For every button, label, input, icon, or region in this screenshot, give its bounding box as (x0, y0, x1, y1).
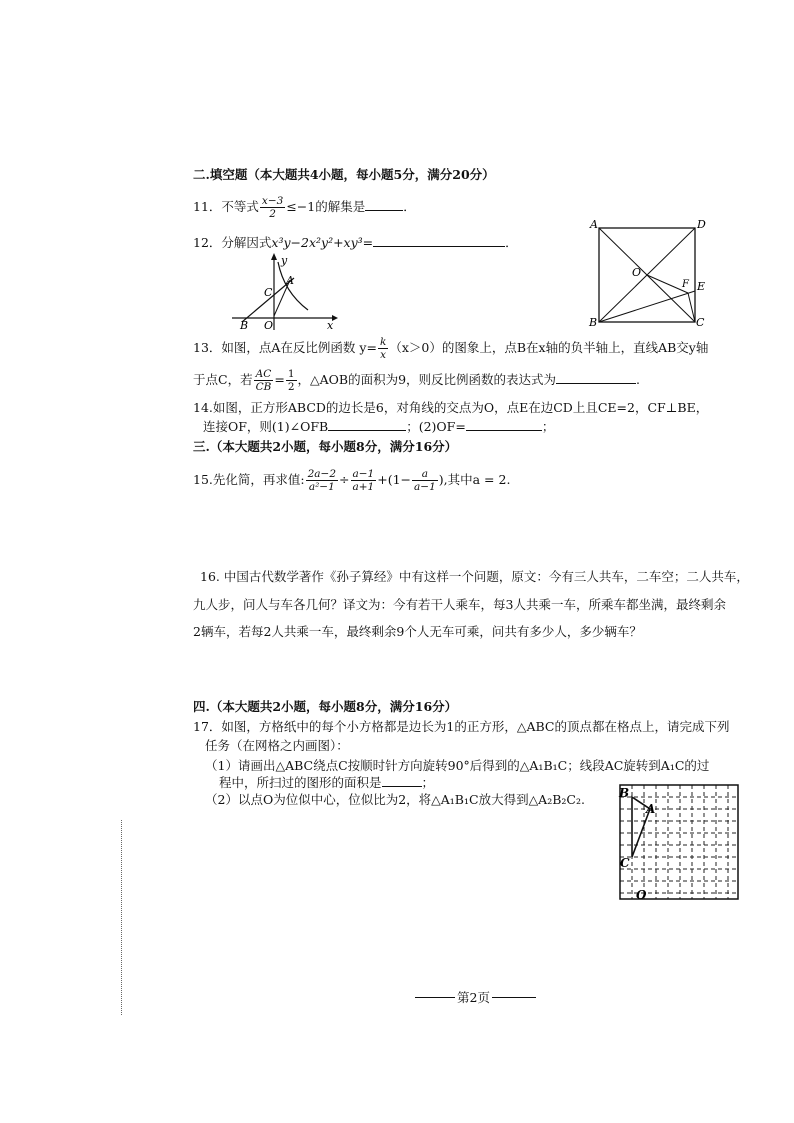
question-17-line4 (219, 773, 434, 791)
q16-line3: 2辆车，若每2人共乘一车，最终剩余9个人无车可乘，问共有多少人，多少辆车？ (193, 624, 642, 639)
q15-f3-den: a−1 (414, 481, 436, 493)
q13-text-b: （x＞0）的图象上，点B在x轴的负半轴上，直线AB交y轴 (389, 340, 709, 355)
q17-line3: （1）请画出△ABC绕点C按顺时针方向旋转90°后得到的△A₁B₁C；线段AC旋转到A₁C的过 (205, 758, 710, 773)
q15-f2-num: a−1 (352, 468, 375, 480)
q17-answer-blank[interactable] (382, 786, 422, 787)
q15-fraction-2 (351, 468, 377, 493)
fig14-label-E: E (697, 280, 706, 293)
fig14-label-D: D (697, 218, 706, 231)
fig13-label-y: y (281, 254, 288, 267)
fig14-label-F: F (682, 279, 689, 290)
q17-line2: 任务（在网格之内画图）： (205, 738, 349, 753)
q13-ratio-fraction (254, 368, 274, 393)
q13-k-fraction (378, 336, 388, 361)
section4-heading: 四.（本大题共2小题，每小题8分，满分16分） (193, 699, 458, 714)
q14-answer-blank-2[interactable] (466, 430, 542, 431)
question-13-line2 (193, 368, 640, 393)
footer-rule-right (492, 997, 536, 998)
q12-expr: x³y−2x²y²+xy³= (271, 235, 374, 250)
q14-line1: 14.如图，正方形ABCD的边长是6，对角线的交点为O，点E在边CD上且CE=2，CF⊥BE， (193, 400, 709, 415)
fig14-label-A: A (590, 218, 598, 231)
section3-heading: 三.（本大题共2小题，每小题8分，满分16分） (193, 439, 458, 454)
fig14-label-O: O (632, 266, 642, 279)
q13-text-c: 于点C，若 (193, 372, 253, 387)
q13-text-a: 13．如图，点A在反比例函数 y= (193, 340, 377, 355)
q13-text-d: ，△AOB的面积为9，则反比例函数的表达式为 (297, 372, 557, 387)
fig13-label-A: A (286, 274, 294, 287)
q14-text-b: ；(2)OF= (406, 419, 466, 434)
fig13-label-B: B (240, 319, 249, 332)
q13-figure (228, 252, 340, 332)
q13-answer-blank[interactable] (556, 383, 636, 384)
page-footer (415, 988, 536, 1006)
q13-eq: = (274, 372, 285, 387)
q11-fraction (260, 195, 285, 220)
fig14-label-C: C (696, 316, 705, 329)
q12-end: ． (505, 235, 518, 250)
q15-suffix: ),其中a = 2. (438, 472, 511, 487)
question-13-line1 (193, 336, 708, 361)
fig17-label-B: B (619, 786, 630, 800)
q13-ratio-den: CB (255, 381, 272, 393)
q15-f3-num: a (412, 468, 438, 481)
q17-text-a: 程中，所扫过的图形的面积是 (219, 775, 382, 790)
q11-frac-den: 2 (269, 208, 276, 220)
footer-rule-left (415, 997, 455, 998)
fig13-label-O: O (264, 319, 274, 332)
q15-div: ÷ (339, 472, 350, 487)
fig17-label-A: A (646, 802, 656, 816)
q16-line1: 16. 中国古代数学著作《孙子算经》中有这样一个问题，原文：今有三人共车，二车空；二人共车， (200, 569, 749, 584)
q17-grid-figure (612, 781, 742, 903)
q16-line2: 九人步，问人与车各几何？译文为：今有若干人乘车，每3人共乘一车，所乘车都坐满，最终剩余 (193, 597, 726, 612)
section2-heading: 二.填空题（本大题共4小题，每小题5分，满分20分） (193, 167, 495, 182)
q15-f2-den: a+1 (352, 481, 375, 493)
q15-f1-den: a²−1 (308, 481, 335, 493)
q14-figure (585, 216, 710, 331)
q13-half-num: 1 (287, 368, 295, 380)
q15-f1-num: 2a−2 (307, 468, 337, 480)
question-15 (193, 468, 510, 493)
q15-prefix: 15.先化简，再求值: (193, 472, 305, 487)
question-11 (193, 195, 416, 220)
q14-text-a: 连接OF，则(1)∠OFB (203, 419, 329, 434)
q11-prefix: 11．不等式 (193, 199, 259, 214)
fig17-label-O: O (636, 888, 647, 902)
fig14-label-B: B (589, 316, 598, 329)
q14-answer-blank-1[interactable] (328, 430, 406, 431)
q11-frac-num: x−3 (261, 195, 284, 207)
question-14-line2 (203, 417, 554, 435)
q11-end: ． (403, 199, 416, 214)
q17-text-b: ； (421, 775, 435, 790)
q11-answer-blank[interactable] (365, 210, 403, 211)
q15-fraction-3 (412, 468, 438, 493)
q12-prefix: 12．分解因式 (193, 235, 272, 250)
q13-half-den: 2 (287, 381, 295, 393)
q13-k-num: k (379, 336, 387, 348)
fig13-label-C: C (264, 286, 273, 299)
q17-line5: （2）以点O为位似中心，位似比为2，将△A₁B₁C放大得到△A₂B₂C₂. (205, 792, 585, 807)
q15-plus: +(1− (377, 472, 412, 487)
q14-end: ； (541, 419, 555, 434)
q13-k-den: x (380, 349, 387, 361)
page-number: 第2页 (457, 990, 490, 1005)
q13-half-fraction (286, 368, 297, 393)
question-12 (193, 233, 518, 251)
q17-line1: 17．如图，方格纸中的每个小方格都是边长为1的正方形，△ABC的顶点都在格点上，请完成下列 (193, 719, 730, 734)
binding-edge-dots (121, 820, 122, 1015)
fig13-label-x: x (327, 319, 334, 332)
q13-end: . (636, 372, 641, 387)
q12-answer-blank[interactable] (373, 246, 505, 247)
fig17-label-C: C (620, 856, 630, 870)
q15-fraction-1 (306, 468, 338, 493)
q13-ratio-num: AC (254, 368, 274, 381)
q11-suffix: ≤−1的解集是 (286, 199, 366, 214)
